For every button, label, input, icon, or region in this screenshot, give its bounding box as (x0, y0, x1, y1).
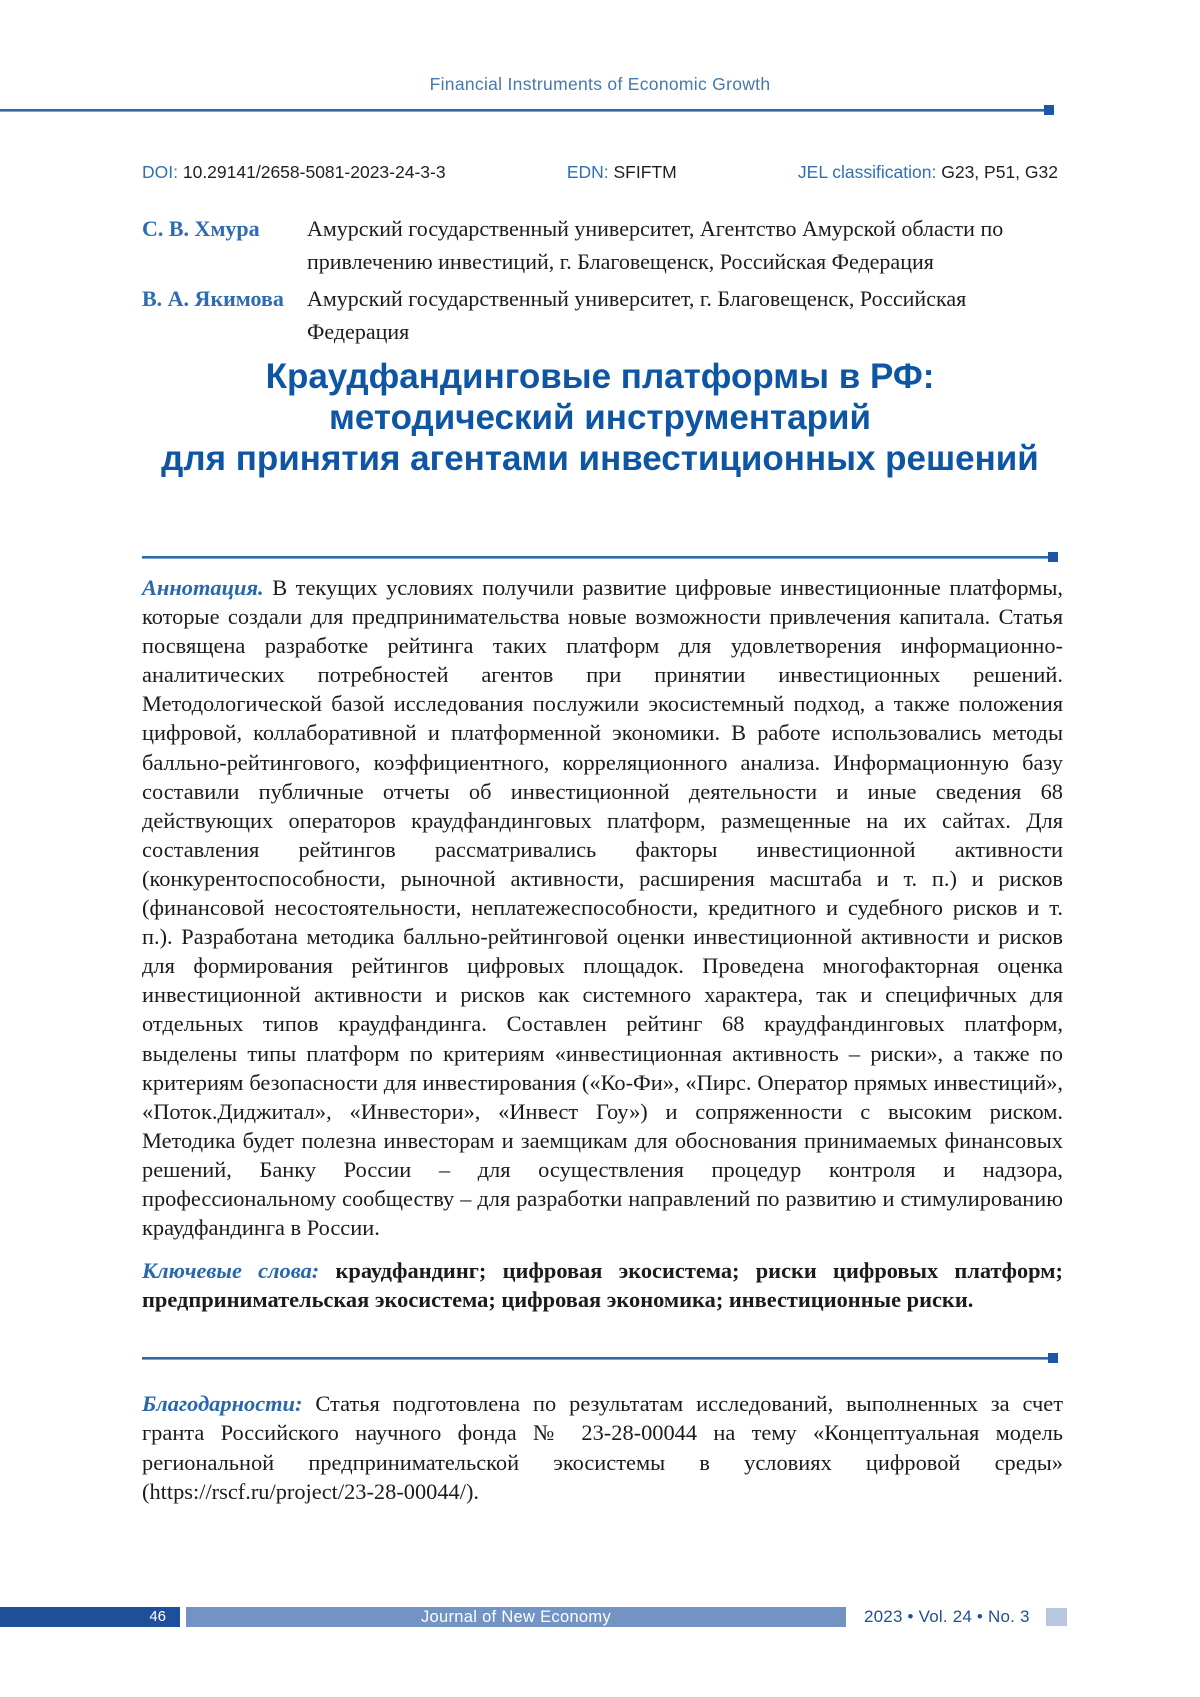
running-head: Financial Instruments of Economic Growth (429, 74, 771, 94)
header-rule (0, 109, 1044, 112)
article-title-line: методический инструментарий (329, 398, 871, 437)
article-title-line: Краудфандинговые платформы в РФ: (265, 357, 935, 396)
page-number: 46 (0, 1607, 180, 1627)
abstract-text: В текущих условиях получили развитие цифровые инвестиционные платформы, которые создали для предпринимательства новые возможности привлечения капитала. Статья посвящена разработке рейтинга таких платформ для удовлетворения информационно-аналитических потребностей агентов при принятии инвестиционных решений. Методологической базой исследования послужили экосистемный подход, а также положения цифровой, коллаборативной и платформенной экономики. В работе использовались методы балльно-рейтингового, коэффициентного, корреляционного анализа. Информационную базу составили публичные отчеты об инвестиционной деятельности и иные сведения 68 действующих операторов краудфандинговых платформ, размещенные на их сайтах. Для составления рейтингов рассматривались факторы инвестиционной активности (конкурентоспособности, рыночной активности, расширения масштаба и т. п.) и рисков (финансовой несостоятельности, неплатежеспособности, кредитного и судебного рисков и т. п.). Разработана методика балльно-рейтинговой оценки инвестиционной активности и рисков для формирования рейтингов цифровых площадок. Проведена многофакторная оценка инвестиционной активности и рисков как системного характера, так и специфичных для отдельных типов краудфандинга. Составлен рейтинг 68 краудфандинговых платформ, выделены типы платформ по критериям «инвестиционная активность – риски», а также по критериям безопасности для инвестирования («Ко-Фи», «Пирс. Оператор прямых инвестиций», «Поток.Диджитал», «Инвестори», «Инвест Гоу») и сопряженности с высоким риском. Методика будет полезна инвесторам и заемщикам для обоснования принимаемых финансовых решений, Банку России – для осуществления процедур контроля и надзора, профессиональному сообществу – для разработки направлений по развитию и стимулированию краудфандинга в России. (142, 575, 1063, 1241)
author-row (142, 212, 1063, 278)
acknowledgments-rule (142, 1357, 1048, 1360)
edn-label: EDN: (566, 162, 609, 182)
rule-end-square (1044, 105, 1054, 115)
jel-value: G23, P51, G32 (941, 162, 1058, 182)
journal-name: Journal of New Economy (186, 1607, 846, 1627)
article-title-line: для принятия агентами инвестиционных решений (161, 439, 1039, 478)
acknowledgments-section (142, 1389, 1063, 1506)
acknowledgments-label: Благодарности: (142, 1391, 303, 1416)
doi-label: DOI: (142, 162, 178, 182)
author-affiliation: Амурский государственный университет, г. Благовещенск, Российская Федерация (307, 286, 967, 344)
keywords-text: краудфандинг; цифровая экосистема; риски цифровых платформ; предпринимательская экосистема; цифровая экономика; инвестиционные риски. (142, 1258, 1064, 1313)
author-row (142, 282, 1063, 348)
footer-end-square (1046, 1608, 1067, 1626)
page-footer (0, 1607, 1200, 1627)
abstract-label: Аннотация. (142, 575, 264, 600)
edn (567, 162, 677, 183)
abstract-paragraph (142, 573, 1063, 1242)
rule-end-square (1048, 552, 1058, 562)
abstract-section (142, 573, 1063, 1314)
article-meta-row (142, 162, 1058, 183)
edn-value: SFIFTM (613, 162, 677, 182)
author-name: В. А. Якимова (142, 286, 284, 311)
rule-end-square (1048, 1353, 1058, 1363)
authors-block (142, 212, 1063, 352)
author-affiliation: Амурский государственный университет, Агентство Амурской области по привлечению инвестиций, г. Благовещенск, Российская Федерация (307, 216, 1004, 274)
issue-info: 2023 • Vol. 24 • No. 3 (864, 1607, 1030, 1626)
jel (798, 162, 1058, 183)
doi-value: 10.29141/2658-5081-2023-24-3-3 (182, 162, 446, 182)
acknowledgments-paragraph (142, 1389, 1063, 1506)
keywords-label: Ключевые слова: (142, 1258, 320, 1284)
author-name: С. В. Хмура (142, 216, 260, 241)
doi (142, 162, 446, 183)
abstract-rule (142, 556, 1048, 559)
keywords-paragraph (142, 1256, 1063, 1314)
acknowledgments-text: Статья подготовлена по результатам исследований, выполненных за счет гранта Российского научного фонда № 23-28-00044 на тему «Концептуальная модель региональной предпринимательской экосистемы в условиях цифровой среды» (https://rscf.ru/project/23-28-00044/). (142, 1391, 1063, 1504)
article-title (100, 356, 1100, 479)
jel-label: JEL classification: (797, 162, 937, 182)
